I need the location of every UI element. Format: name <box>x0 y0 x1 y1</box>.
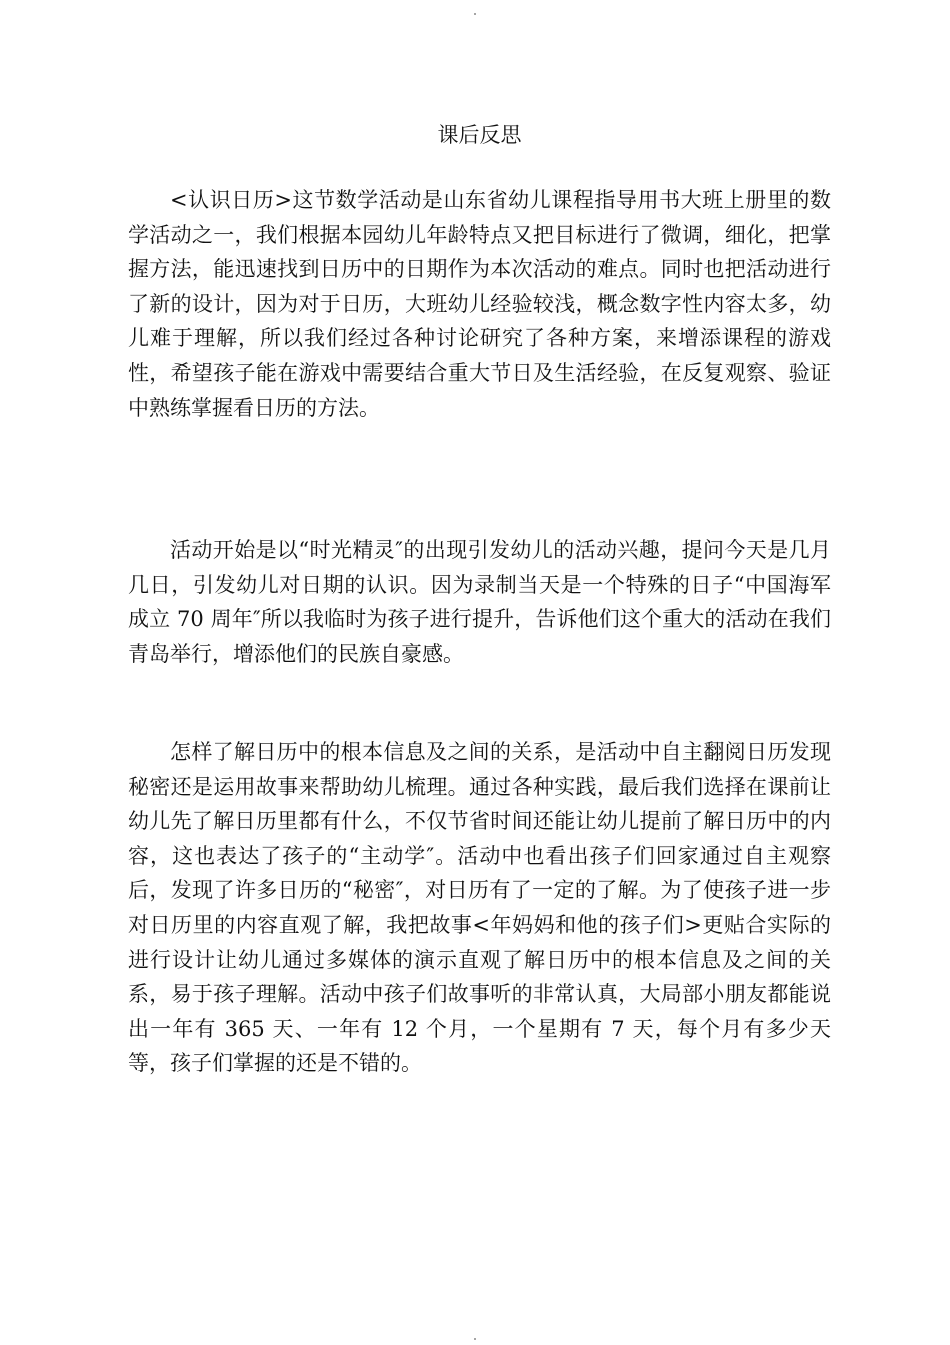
paragraph-3: 怎样了解日历中的根本信息及之间的关系，是活动中自主翻阅日历发现秘密还是运用故事来帮助幼儿梳理。通过各种实践，最后我们选择在课前让幼儿先了解日历里都有什么，不仅节省时间还能让幼儿提前了解日历中的内容，这也表达了孩子的“主动学″。活动中也看出孩子们回家通过自主观察后，发现了许多日历的“秘密″，对日历有了一定的了解。为了使孩子进一步对日历里的内容直观了解，我把故事<年妈妈和他的孩子们>更贴合实际的进行设计让幼儿通过多媒体的演示直观了解日历中的根本信息及之间的关系，易于孩子理解。活动中孩子们故事听的非常认真，大局部小朋友都能说出一年有 365 天、一年有 12 个月，一个星期有 7 天，每个月有多少天等，孩子们掌握的还是不错的。 <box>128 740 831 1076</box>
paragraph-1: <认识日历>这节数学活动是山东省幼儿课程指导用书大班上册里的数学活动之一，我们根据本园幼儿年龄特点又把目标进行了微调，细化，把掌握方法，能迅速找到日历中的日期作为本次活动的难点。同时也把活动进行了新的设计，因为对于日历，大班幼儿经验较浅，概念数字性内容太多，幼儿难于理解，所以我们经过各种讨论研究了各种方案，来增添课程的游戏性，希望孩子能在游戏中需要结合重大节日及生活经验，在反复观察、验证中熟练掌握看日历的方法。 <box>128 188 831 420</box>
document-title: 课后反思 <box>437 123 522 147</box>
page-marker-bottom <box>474 1338 476 1340</box>
page-marker-top <box>474 13 476 15</box>
paragraph-2: 活动开始是以“时光精灵″的出现引发幼儿的活动兴趣，提问今天是几月几日，引发幼儿对日期的认识。因为录制当天是一个特殊的日子“中国海军成立 70 周年″所以我临时为孩子进行提升，告诉他们这个重大的活动在我们青岛举行，增添他们的民族自豪感。 <box>128 538 831 666</box>
